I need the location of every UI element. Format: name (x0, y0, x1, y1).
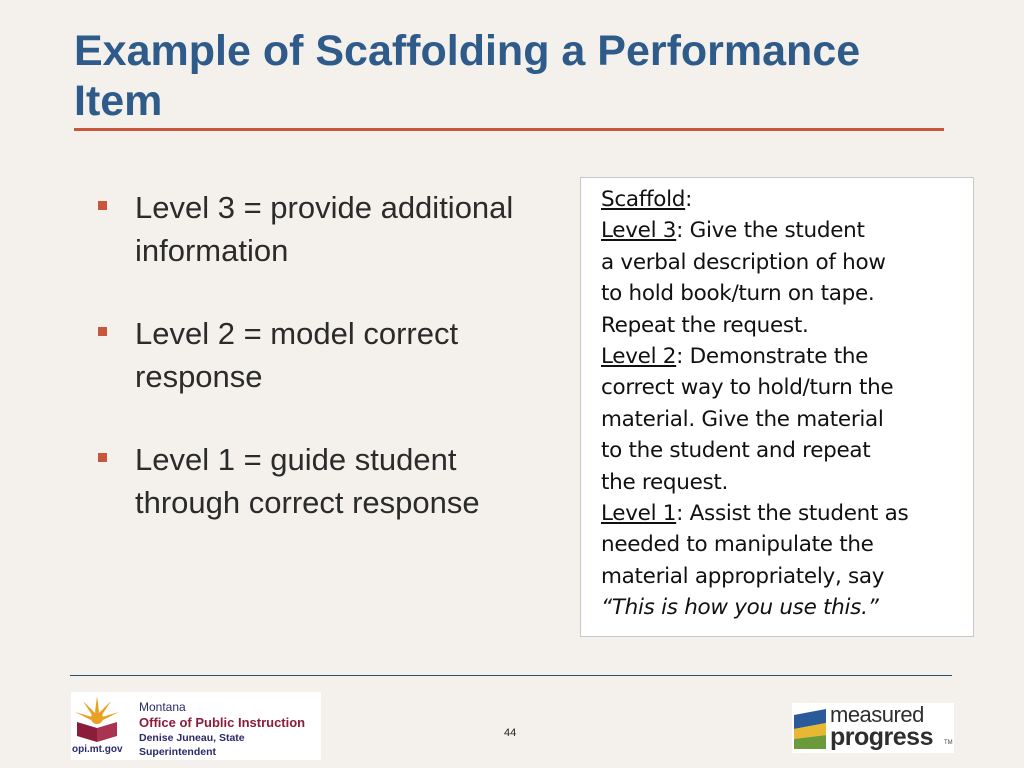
opi-logo (71, 692, 321, 760)
page-number: 44 (504, 727, 517, 739)
scaffold-heading-colon: : (685, 187, 693, 212)
level1-line-1 (601, 498, 961, 529)
sunburst-book-icon (73, 694, 121, 742)
level2-text-1: : Demonstrate the (676, 344, 869, 370)
measured-progress-wordmark (830, 704, 933, 749)
scaffold-textbox (580, 177, 974, 637)
level1-line-3: material appropriately, say (601, 563, 885, 589)
bullet-list (96, 186, 556, 564)
square-bullet-icon (98, 453, 107, 462)
level2-line-4: to the student and repeat (601, 438, 871, 464)
mp-word-progress: progress (830, 723, 933, 751)
measured-progress-emblem-icon (794, 709, 826, 749)
level3-text-1: : Give the student (676, 218, 865, 244)
opi-url: opi.mt.gov (72, 744, 123, 755)
level1-quote: “This is how you use this.” (601, 595, 879, 621)
level1-text-1: : Assist the student as (676, 501, 909, 527)
bullet-text: Level 2 = model correct response (135, 316, 459, 394)
level2-label: Level 2 (601, 344, 677, 370)
bullet-item-level-2 (96, 312, 556, 398)
level3-label: Level 3 (601, 218, 677, 244)
bullet-item-level-1 (96, 438, 556, 524)
scaffold-heading-line (601, 184, 961, 215)
bullet-text: Level 3 = provide additional information (135, 190, 514, 268)
footer-divider (70, 675, 952, 676)
opi-state: Montana (139, 700, 186, 714)
level2-line-2: correct way to hold/turn the (601, 375, 894, 401)
title-underline (74, 128, 944, 131)
level3-line-4: Repeat the request. (601, 312, 809, 338)
level2-line-5: the request. (601, 469, 729, 495)
trademark-mark: TM (944, 740, 953, 746)
level3-line-2: a verbal description of how (601, 249, 886, 275)
level3-line-3: to hold book/turn on tape. (601, 281, 875, 307)
bullet-text: Level 1 = guide student through correct response (135, 442, 480, 520)
level2-line-1 (601, 341, 961, 372)
scaffold-heading: Scaffold (601, 187, 686, 212)
square-bullet-icon (98, 327, 107, 336)
level1-label: Level 1 (601, 501, 677, 527)
level2-line-3: material. Give the material (601, 406, 884, 432)
bullet-item-level-3 (96, 186, 556, 272)
opi-wordmark (139, 700, 321, 759)
level1-line-2: needed to manipulate the (601, 532, 874, 558)
mp-word-measured: measured (830, 702, 924, 727)
square-bullet-icon (98, 201, 107, 210)
opi-office: Office of Public Instruction (139, 715, 306, 730)
level3-line-1 (601, 215, 961, 246)
measured-progress-logo (792, 703, 954, 753)
slide-title: Example of Scaffolding a Performance Item (74, 27, 861, 125)
opi-superintendent: Denise Juneau, State Superintendent (139, 732, 245, 758)
